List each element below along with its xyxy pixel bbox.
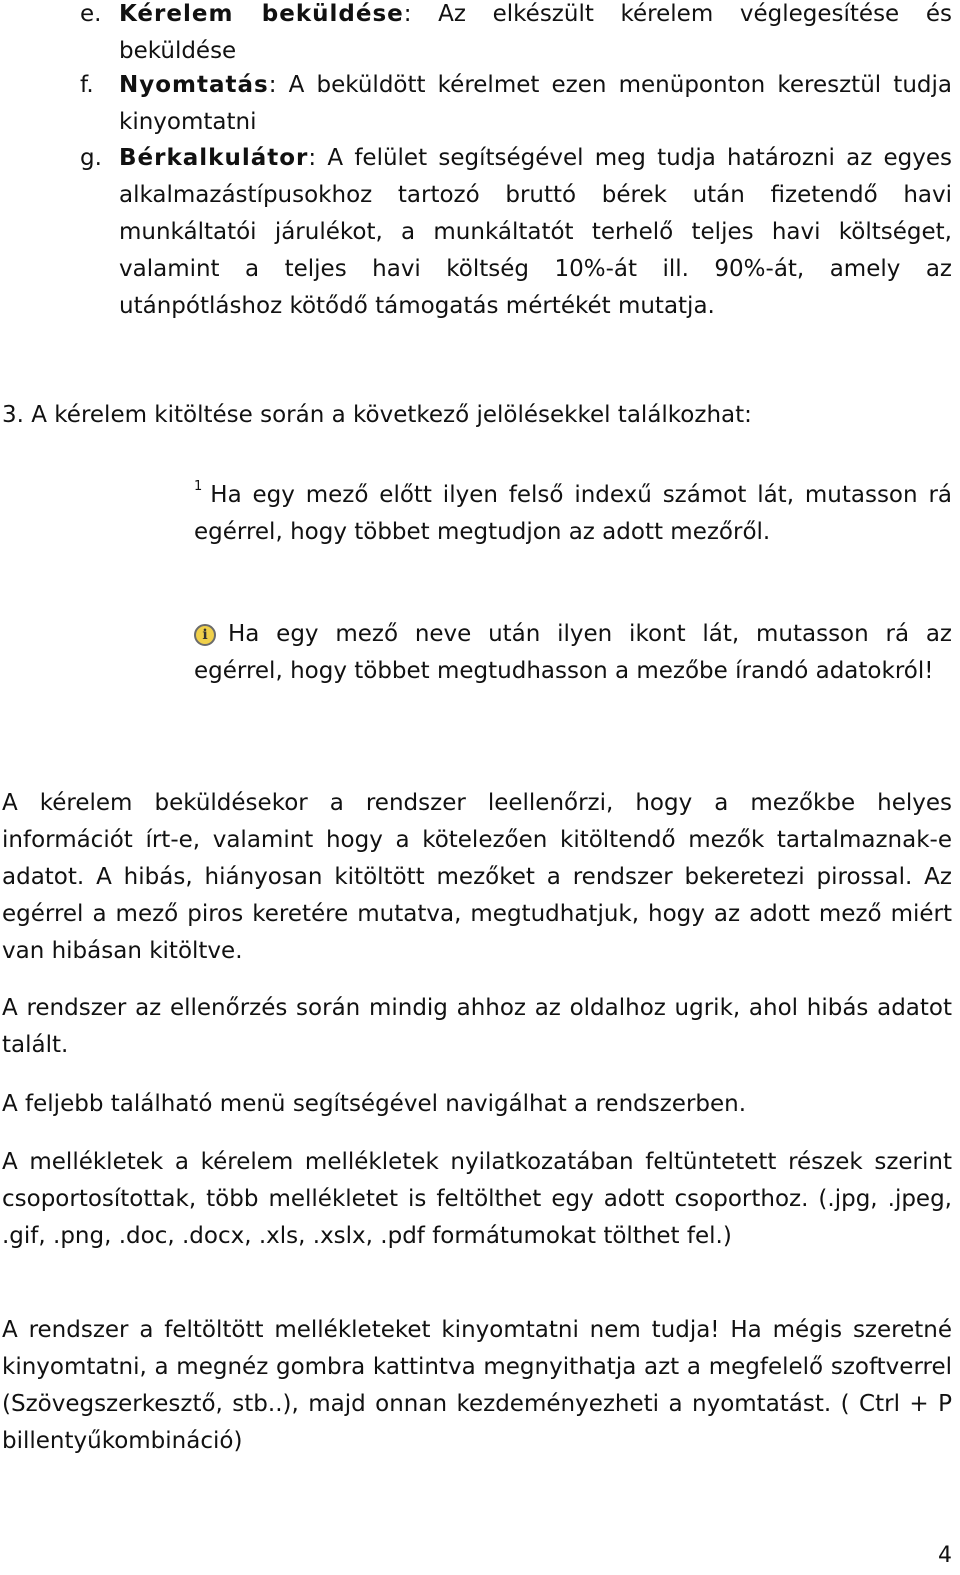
list-item-term: Kérelem beküldése [119, 1, 404, 27]
list-item-nyomtatas [80, 67, 952, 141]
paragraph-error-jump: A rendszer az ellenőrzés során mindig ahhoz az oldalhoz ugrik, ahol hibás adatot talált. [2, 995, 952, 1058]
list-marker: g. [80, 145, 102, 171]
paragraph-printing: A rendszer a feltöltött mellékleteket kinyomtatni nem tudja! Ha mégis szeretné kinyomtatni, a megnéz gombra kattintva megnyithatja azt a megfelelő szoftverrel (Szövegszerkesztő, stb..), majd onnan kezdeményezheti a nyomtatást. ( Ctrl + P billentyűkombináció) [2, 1317, 952, 1454]
list-item-content [119, 67, 952, 141]
list-item-term: Nyomtatás [119, 72, 269, 98]
list-item-berkalkulator [80, 140, 952, 325]
superscript-example: 1 [194, 479, 203, 494]
paragraph-menu: A feljebb található menü segítségével navigálhat a rendszerben. [2, 1091, 747, 1117]
paragraph-validation: A kérelem beküldésekor a rendszer leellenőrzi, hogy a mezőkbe helyes információt írt-e, valamint hogy a kötelezően kitöltendő mezők tartalmaznak-e adatot. A hibás, hiányosan kitöltött mezőket a rendszer bekeretezi pirossal. Az egérrel a mező piros keretére mutatva, megtudhatjuk, hogy az adott mező miért van hibásan kitöltve. [2, 790, 952, 964]
list-marker: e. [80, 1, 102, 27]
list-item-term: Bérkalkulátor [119, 145, 309, 171]
paragraph-attachments: A mellékletek a kérelem mellékletek nyilatkozatában feltüntetett részek szerint csoportosítottak, több mellékletet is feltölthet egy adott csoporthoz. (.jpg, .jpeg, .gif, .png, .doc, .docx, .xls, .xslx, .pdf formátumokat tölthet fel.) [2, 1149, 952, 1249]
list-item-text: : A felület segítségével meg tudja határozni az egyes alkalmazástípusokhoz tartozó bruttó bérek után fizetendő havi munkáltatói járulékot, a munkáltatót terhelő teljes havi költséget, valamint a teljes havi költség 10%-át ill. 90%-át, amely az utánpótláshoz kötődő támogatás mértékét mutatja. [119, 145, 952, 319]
list-item-kerelem-bekuldese [80, 0, 952, 70]
info-icon-note-text: Ha egy mező neve után ilyen ikont lát, mutasson rá az egérrel, hogy többet megtudhasson a mezőbe írandó adatokról! [194, 621, 952, 684]
list-item-content [119, 140, 952, 325]
superscript-note [194, 468, 952, 551]
list-item-content [119, 0, 952, 70]
page-number: 4 [938, 1543, 952, 1568]
info-icon-note [194, 616, 952, 690]
list-marker: f. [80, 72, 94, 98]
superscript-note-text: Ha egy mező előtt ilyen felső indexű számot lát, mutasson rá egérrel, hogy többet megtudjon az adott mezőről. [194, 482, 952, 545]
section-3-heading: 3. A kérelem kitöltése során a következő jelölésekkel találkozhat: [2, 402, 752, 428]
list-item-text: : A beküldött kérelmet ezen menüponton keresztül tudja kinyomtatni [119, 72, 952, 135]
list-item-text: : Az elkészült kérelem véglegesítése és beküldése [119, 1, 953, 64]
info-icon: i [194, 624, 216, 646]
